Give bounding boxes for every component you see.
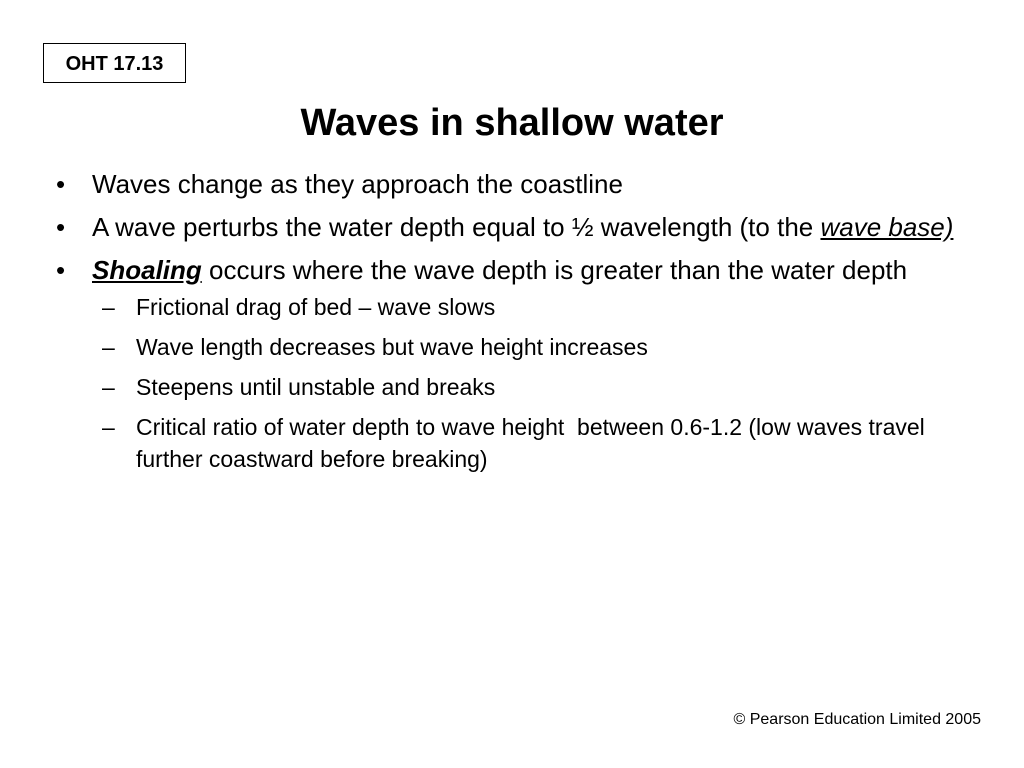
bullet-marker: • <box>56 212 66 242</box>
bullet-item <box>54 252 984 475</box>
sub-bullet-text: Critical ratio of water depth to wave height between 0.6-1.2 (low waves travel further coastward before breaking) <box>136 414 932 472</box>
sub-bullet-marker: – <box>102 294 115 320</box>
bullet-item <box>54 209 984 246</box>
sub-bullet-marker: – <box>102 334 115 360</box>
sub-bullet-text: Steepens until unstable and breaks <box>136 374 496 400</box>
sub-bullet-item <box>92 331 984 363</box>
slide-number-label: OHT 17.13 <box>43 43 186 83</box>
slide-title: Waves in shallow water <box>300 102 724 144</box>
bullet-marker: • <box>56 255 66 285</box>
sub-bullet-marker: – <box>102 374 115 400</box>
sub-bullet-list <box>54 291 984 475</box>
bullet-emphasis-text: Shoaling <box>92 255 202 285</box>
sub-bullet-item <box>92 291 984 323</box>
bullet-emphasis-text: wave base) <box>820 212 954 242</box>
sub-bullet-marker: – <box>102 414 115 440</box>
sub-bullet-text: Frictional drag of bed – wave slows <box>136 294 496 320</box>
copyright-footer: © Pearson Education Limited 2005 <box>733 711 981 728</box>
bullet-text: A wave perturbs the water depth equal to ½ wavelength (to the <box>92 212 821 242</box>
sub-bullet-item <box>92 371 984 403</box>
sub-bullet-item <box>92 411 984 475</box>
bullet-item <box>54 166 984 203</box>
bullet-text: occurs where the wave depth is greater than the water depth <box>201 255 908 285</box>
sub-bullet-text: Wave length decreases but wave height increases <box>136 334 648 360</box>
bullet-marker: • <box>56 169 66 199</box>
bullet-list <box>54 166 984 483</box>
bullet-text: Waves change as they approach the coastline <box>92 169 623 199</box>
